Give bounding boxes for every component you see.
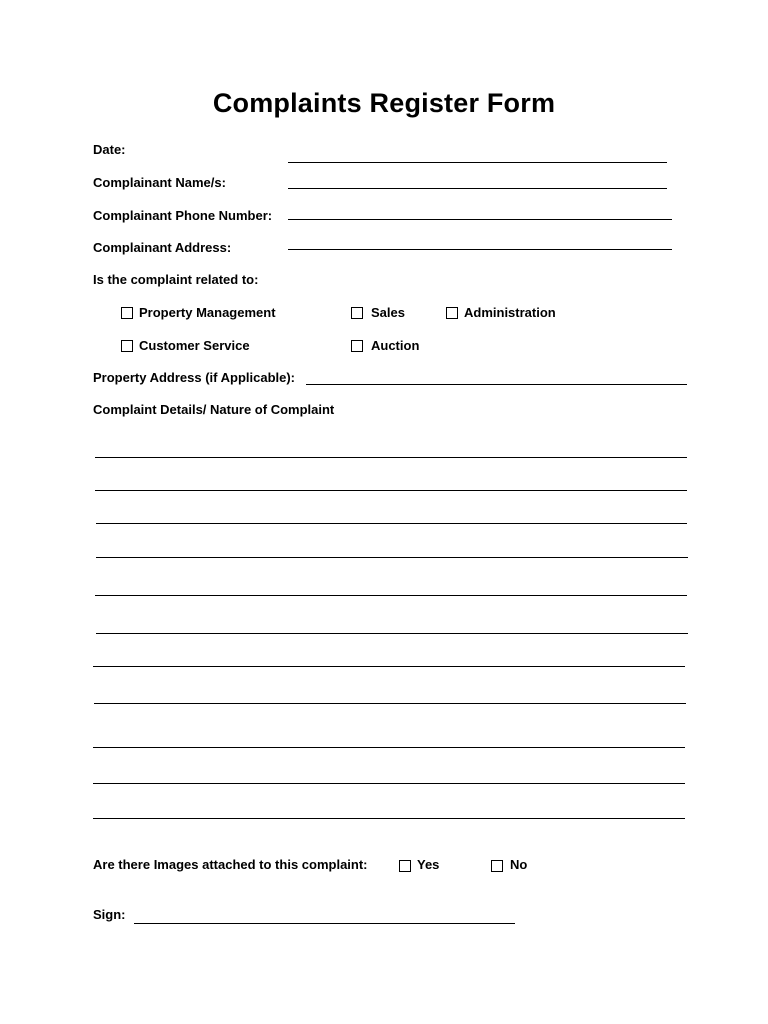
sign-label: Sign:	[93, 907, 126, 922]
complaint-details-line[interactable]	[93, 666, 685, 667]
complainant-address-label: Complainant Address:	[93, 240, 232, 255]
complainant-phone-label: Complainant Phone Number:	[93, 208, 273, 223]
complainant-name-label: Complainant Name/s:	[93, 175, 226, 190]
property-management-checkbox[interactable]	[121, 307, 133, 319]
complaint-details-line[interactable]	[93, 747, 685, 748]
complainant-phone-field[interactable]	[288, 219, 672, 220]
images-question: Are there Images attached to this complaint:	[93, 857, 368, 872]
complaint-details-line[interactable]	[93, 818, 685, 819]
auction-checkbox[interactable]	[351, 340, 363, 352]
customer-service-checkbox[interactable]	[121, 340, 133, 352]
customer-service-label: Customer Service	[139, 338, 250, 353]
images-no-label: No	[510, 857, 528, 872]
property-address-label: Property Address (if Applicable):	[93, 370, 296, 385]
complaint-details-line[interactable]	[94, 703, 686, 704]
complainant-address-field[interactable]	[288, 249, 672, 250]
images-no-checkbox[interactable]	[491, 860, 503, 872]
complaint-details-line[interactable]	[96, 523, 687, 524]
complaint-details-line[interactable]	[95, 490, 687, 491]
sales-checkbox[interactable]	[351, 307, 363, 319]
date-field[interactable]	[288, 162, 667, 163]
sales-label: Sales	[371, 305, 405, 320]
complaint-details-line[interactable]	[93, 783, 685, 784]
complaint-details-line[interactable]	[95, 595, 687, 596]
complaint-details-line[interactable]	[95, 457, 687, 458]
complaint-details-label: Complaint Details/ Nature of Complaint	[93, 402, 335, 417]
sign-field[interactable]	[134, 923, 515, 924]
images-yes-checkbox[interactable]	[399, 860, 411, 872]
form-title: Complaints Register Form	[212, 88, 556, 118]
auction-label: Auction	[371, 338, 420, 353]
images-yes-label: Yes	[417, 857, 440, 872]
administration-checkbox[interactable]	[446, 307, 458, 319]
complaint-details-line[interactable]	[96, 633, 688, 634]
property-address-field[interactable]	[306, 384, 687, 385]
administration-label: Administration	[464, 305, 556, 320]
property-management-label: Property Management	[139, 305, 276, 320]
date-label: Date:	[93, 142, 126, 157]
complaint-details-line[interactable]	[96, 557, 688, 558]
complainant-name-field[interactable]	[288, 188, 667, 189]
related-question: Is the complaint related to:	[93, 272, 259, 287]
